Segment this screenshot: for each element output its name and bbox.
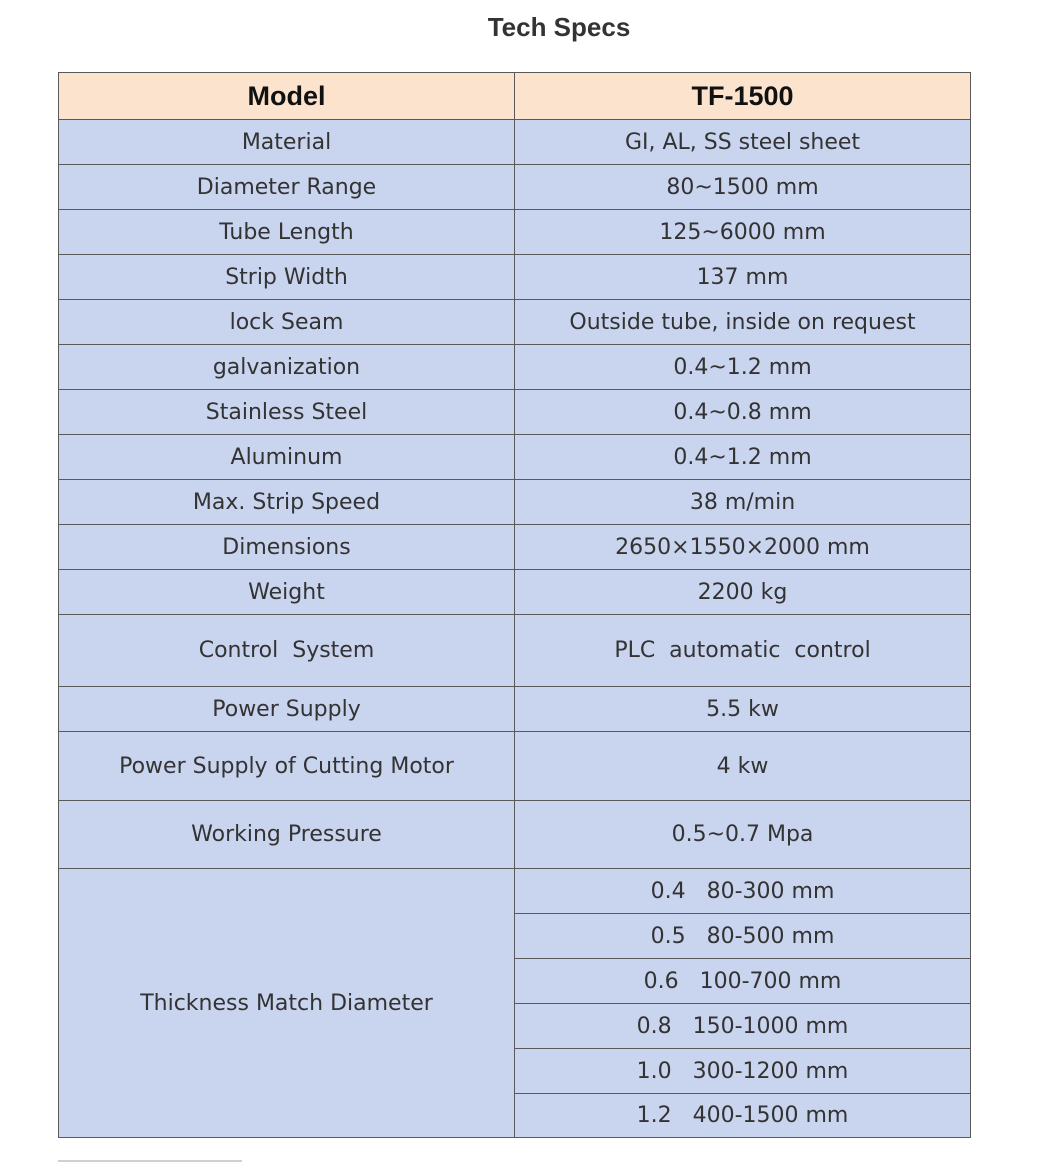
spec-label: Dimensions	[59, 525, 515, 570]
thickness-match-value: 0.5 80-500 mm	[515, 914, 971, 959]
spec-value: 2650×1550×2000 mm	[515, 525, 971, 570]
header-label-cell: Model	[59, 73, 515, 120]
table-header-row	[59, 73, 971, 120]
specs-table	[58, 72, 971, 1138]
spec-value: 0.4~0.8 mm	[515, 390, 971, 435]
header-value-cell: TF-1500	[515, 73, 971, 120]
table-row	[59, 435, 971, 480]
table-row	[59, 345, 971, 390]
spec-label: Strip Width	[59, 255, 515, 300]
table-row	[59, 801, 971, 869]
spec-label: Aluminum	[59, 435, 515, 480]
table-row	[59, 165, 971, 210]
spec-value: 4 kw	[515, 732, 971, 801]
table-row	[59, 390, 971, 435]
spec-label: Tube Length	[59, 210, 515, 255]
table-row	[59, 570, 971, 615]
table-row	[59, 525, 971, 570]
spec-label: Working Pressure	[59, 801, 515, 869]
thickness-match-value: 0.8 150-1000 mm	[515, 1004, 971, 1049]
thickness-match-value: 0.4 80-300 mm	[515, 869, 971, 914]
thickness-match-value: 1.0 300-1200 mm	[515, 1049, 971, 1094]
spec-label: galvanization	[59, 345, 515, 390]
spec-label: Power Supply	[59, 687, 515, 732]
table-row	[59, 210, 971, 255]
spec-label: Material	[59, 120, 515, 165]
spec-value: 38 m/min	[515, 480, 971, 525]
spec-label: lock Seam	[59, 300, 515, 345]
spec-label: Stainless Steel	[59, 390, 515, 435]
thickness-match-label: Thickness Match Diameter	[59, 869, 515, 1138]
thickness-match-value: 1.2 400-1500 mm	[515, 1094, 971, 1138]
spec-label: Power Supply of Cutting Motor	[59, 732, 515, 801]
table-row	[59, 615, 971, 687]
divider	[58, 1160, 242, 1162]
table-row	[59, 120, 971, 165]
table-row	[59, 732, 971, 801]
spec-label: Control System	[59, 615, 515, 687]
spec-label: Weight	[59, 570, 515, 615]
spec-value: 125~6000 mm	[515, 210, 971, 255]
spec-value: Outside tube, inside on request	[515, 300, 971, 345]
spec-label: Max. Strip Speed	[59, 480, 515, 525]
spec-value: 2200 kg	[515, 570, 971, 615]
table-row	[59, 480, 971, 525]
spec-value: 0.4~1.2 mm	[515, 345, 971, 390]
spec-value: 0.4~1.2 mm	[515, 435, 971, 480]
table-row	[59, 869, 971, 914]
spec-value: GI, AL, SS steel sheet	[515, 120, 971, 165]
spec-value: 137 mm	[515, 255, 971, 300]
table-row	[59, 687, 971, 732]
table-row	[59, 300, 971, 345]
table-row	[59, 255, 971, 300]
spec-label: Diameter Range	[59, 165, 515, 210]
spec-value: 5.5 kw	[515, 687, 971, 732]
spec-value: 0.5~0.7 Mpa	[515, 801, 971, 869]
page-title: Tech Specs	[487, 12, 631, 42]
spec-value: 80~1500 mm	[515, 165, 971, 210]
spec-value: PLC automatic control	[515, 615, 971, 687]
thickness-match-value: 0.6 100-700 mm	[515, 959, 971, 1004]
